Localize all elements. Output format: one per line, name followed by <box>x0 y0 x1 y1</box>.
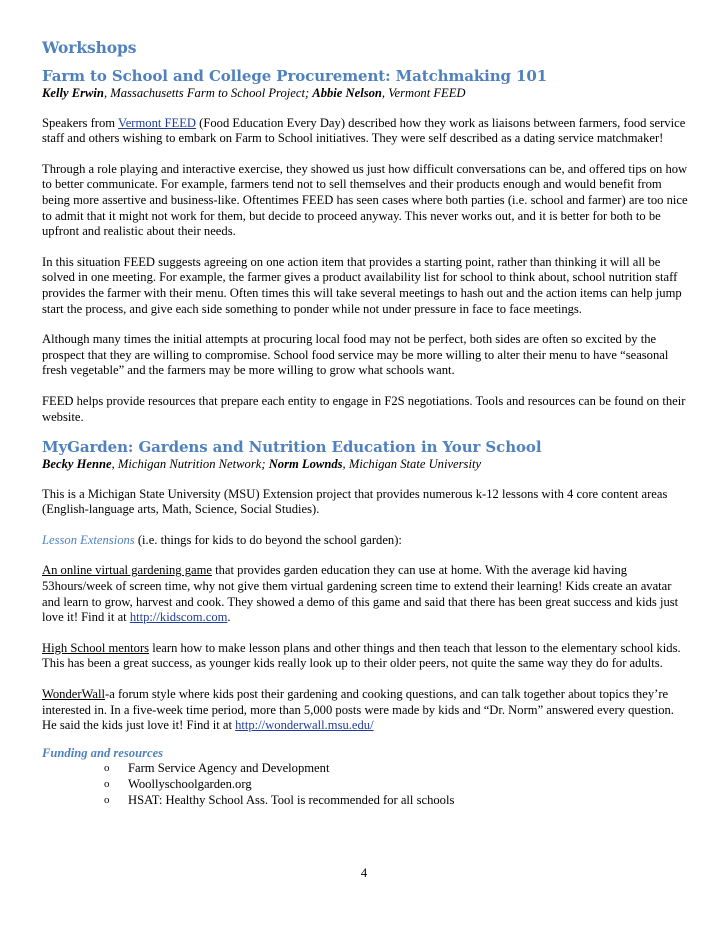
paragraph <box>42 116 690 147</box>
paragraph: Through a role playing and interactive exercise, they showed us just how difficult conversations can be, and offered tips on how to better communicate. For example, farmers tend not to sell themselves and their products enough and would benefit from being more assertive and business-like. Oftentimes FEED has seen cases where both parties (i.e. school and farmer) are too nice to admit that it might not work for them, but decide to proceed anyway. This never works out, and it is better for both to be upfront and realistic about their needs. <box>42 161 688 239</box>
speaker-name: Abbie Nelson <box>312 86 382 100</box>
kidscom-link[interactable]: http://kidscom.com <box>129 610 228 625</box>
list-item <box>42 793 690 809</box>
bullet-icon: o <box>104 762 110 775</box>
paragraph: In this situation FEED suggests agreeing on one action item that provides a starting point, rather than thinking it will all be solved in one meeting. For example, the farmer gives a product availability list for school to think about, school nutrition staff provides the farmer with their menu. Often times this will take several meetings to hash out and the action items can help jump start the process, and give each side something to ponder while not under pressure in face to face meetings. <box>42 254 682 316</box>
section-title: Workshops <box>42 38 137 57</box>
paragraph: This is a Michigan State University (MSU) Extension project that provides numerous k-12 lessons with 4 core content areas (English-language arts, Math, Science, Social Studies). <box>42 486 668 517</box>
text: -a forum style where kids post their gardening and cooking questions, and can talk together about topics they’re interested in. In a five-week time period, more than 5,000 posts were made by kids and “Dr. Norm” answered every question. He said the kids just love it! Find it at <box>42 687 674 733</box>
page-number: 4 <box>360 866 368 880</box>
text: . <box>227 610 231 625</box>
list-item-text: Woollyschoolgarden.org <box>128 777 252 791</box>
paragraph <box>42 563 690 625</box>
paragraph <box>42 533 690 549</box>
resources-list <box>42 761 690 808</box>
speaker-org: , Michigan State University <box>342 457 482 472</box>
bullet-icon: o <box>104 778 110 790</box>
paragraph <box>42 641 690 672</box>
paragraph: FEED helps provide resources that prepare each entity to engage in F2S negotiations. Tools and resources can be found on their website. <box>42 393 686 424</box>
text: learn how to make lesson plans and other things and then teach that lesson to the elementary school kids. This has been a great success, as younger kids really look up to their older peers, not quite the same way they do for adults. <box>42 640 681 671</box>
speaker-name: Kelly Erwin <box>42 86 104 100</box>
list-item-text: Farm Service Agency and Development <box>128 761 330 776</box>
text: that provides garden education they can use at home. With the average kid having 53hours/week of screen time, why not give them virtual gardening screen time to extend their learning! Kids create an avatar and learn to grow, harvest and cook. They showed a demo of this game and said that there has been great success and kids just love it! Find it at <box>42 563 679 625</box>
text: (Food Education Every Day) described how they work as liaisons between farmers, food service staff and others wishing to embark on Farm to School initiatives. They were self described as a dating service matchmaker! <box>42 115 686 146</box>
text: (i.e. things for kids to do beyond the school garden): <box>134 532 402 547</box>
lesson-extensions-label: Lesson Extensions <box>42 532 135 547</box>
paragraph: Although many times the initial attempts at procuring local food may not be perfect, both sides are often so excited by the prospect that they are willing to compromise. School food service may be more willing to alter their menu to have “seasonal fresh vegetable” and the farmers may be more willing to grow what schools want. <box>42 332 669 378</box>
wonderwall-label: WonderWall <box>42 687 106 702</box>
text: Speakers from <box>42 115 119 130</box>
mentors-label: High School mentors <box>42 640 150 655</box>
speaker-org: , Massachusetts Farm to School Project; <box>103 86 313 100</box>
speaker-name: Norm Lownds <box>268 457 343 472</box>
paragraph <box>42 687 690 734</box>
game-label: An online virtual gardening game <box>42 563 212 578</box>
workshop1-title: Farm to School and College Procurement: Matchmaking 101 <box>42 67 548 85</box>
workshop2-title: MyGarden: Gardens and Nutrition Education in Your School <box>42 438 542 457</box>
list-item <box>42 761 690 777</box>
wonderwall-link[interactable]: http://wonderwall.msu.edu/ <box>235 718 374 733</box>
funding-label: Funding and resources <box>42 745 164 760</box>
bullet-icon: o <box>104 793 110 806</box>
document-page <box>42 38 690 808</box>
list-item-text: HSAT: Healthy School Ass. Tool is recommended for all schools <box>128 792 455 807</box>
list-item <box>42 777 690 793</box>
workshop2-speakers <box>42 457 690 473</box>
vermont-feed-link[interactable]: Vermont FEED <box>118 115 197 130</box>
speaker-name: Becky Henne <box>42 457 112 472</box>
speaker-org: , Vermont FEED <box>381 86 466 100</box>
workshop1-speakers <box>42 86 690 102</box>
speaker-org: , Michigan Nutrition Network; <box>111 457 269 472</box>
